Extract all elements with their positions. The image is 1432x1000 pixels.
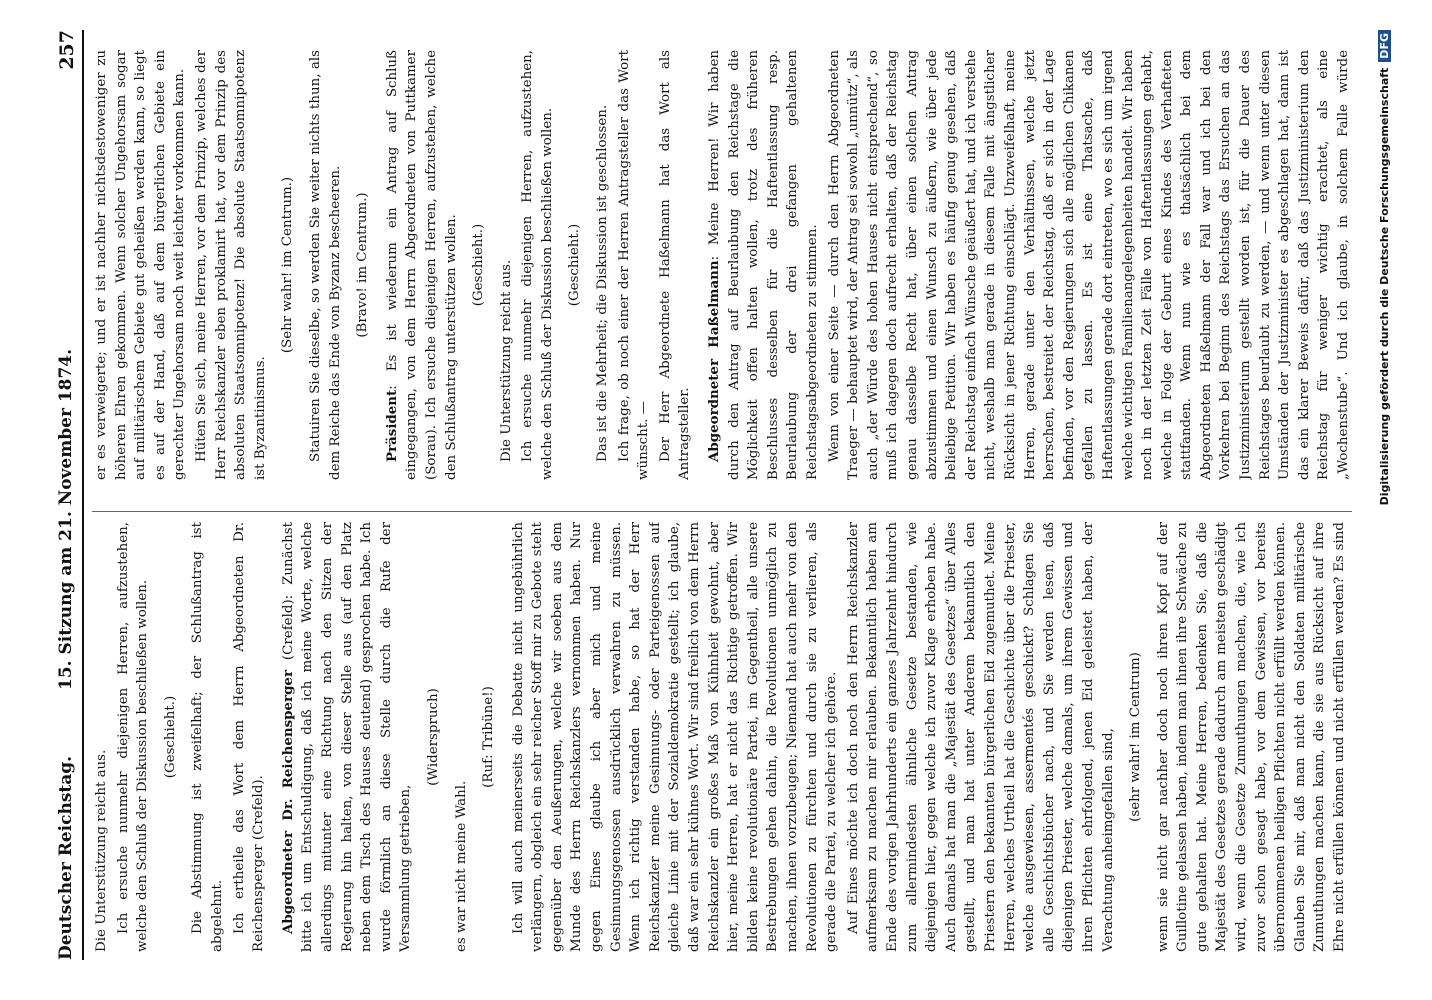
paragraph xyxy=(497,50,517,480)
paragraph xyxy=(825,50,1352,480)
paragraph-text: Die Abstimmung ist zweifelhaft; der Schlußantrag ist abgelehnt. xyxy=(190,522,225,952)
stage-direction xyxy=(278,50,298,480)
paragraph xyxy=(192,50,270,480)
paragraph xyxy=(452,522,472,952)
paragraph-text: : Es ist wiederum ein Antrag auf Schluß eingegangen, von dem Herrn Abgeordneten von Puttkamer (Sorau). Ich ersuche diejenigen Herren, aufzustehen, welche den Schlußantrag unterstützen wollen. xyxy=(384,50,459,480)
page-number: 257 xyxy=(56,30,78,70)
paragraph xyxy=(306,50,345,480)
paragraph-text: Das ist die Mehrheit; die Diskussion ist geschlossen. xyxy=(595,104,611,462)
paragraph-text: er es verweigerte; und er ist nachher nichtsdestoweniger zu höheren Ehren gekommen. Wenn solcher Ungehorsam sogar auf militärischem Gebiete gut geheißen werden kann, so liegt es auf der Hand, daß auf dem bürgerlichen Gebiete ein gerechter Ungehorsam noch weit leichter vorkommen kann. xyxy=(94,50,188,480)
stage-direction xyxy=(353,50,373,480)
paragraph xyxy=(92,522,112,952)
speaker-name: Abgeordneter Haßelmann xyxy=(706,260,723,462)
paragraph xyxy=(615,50,654,480)
paragraph xyxy=(230,522,269,952)
paragraph-text: Die Unterstützung reicht aus. xyxy=(498,259,514,462)
paragraph-text: Ich frage, ob noch einer der Herren Antragsteller das Wort wünscht. — xyxy=(616,50,652,480)
stage-direction xyxy=(469,50,489,480)
paragraph-text: (Geschieht.) xyxy=(471,223,487,307)
header-session: 15. Sitzung am 21. November 1874. xyxy=(56,348,76,690)
paragraph-text: (Geschieht.) xyxy=(567,223,583,307)
paragraph-text: Ich ersuche nunmehr diejenigen Herren, aufzustehen, welche den Schluß der Diskussion beschließen wollen. xyxy=(115,522,151,952)
paragraph xyxy=(593,50,613,480)
paragraph-text: Der Herr Abgeordnete Haßelmann hat das Wort als Antragsteller. xyxy=(657,50,693,480)
paragraph-text: (Crefeld): Zunächst bitte ich um Entschuldigung, daß ich meine Worte, welche allerdings mitunter eine Richtung nach den Sitzen der Regierung hin halten, von dieser Stelle aus (auf den Platz neben dem Tisch des Hauses deutend) gesprochen habe. Ich wurde förmlich an diese Stelle durch die Rufe der Versammlung getrieben, xyxy=(280,522,414,952)
paragraph xyxy=(705,50,823,480)
speaker-name: Abgeordneter Dr. Reichensperger xyxy=(279,669,296,934)
header-title: Deutscher Reichstag. xyxy=(56,755,76,960)
column-divider xyxy=(92,511,1352,512)
paragraph-text: Statuiren Sie dieselbe, so werden Sie weiter nichts thun, als dem Reiche das Ende von Byzanz bescheeren. xyxy=(307,50,343,480)
paragraph xyxy=(656,50,695,480)
paragraph xyxy=(114,522,153,952)
left-column xyxy=(92,522,1352,952)
page-footer xyxy=(1378,30,1398,960)
speaker-name: Präsident xyxy=(383,389,400,462)
paragraph-text: (Ruf: Tribüne!) xyxy=(481,686,497,788)
dfg-logo: DFG xyxy=(1378,30,1391,62)
paragraph xyxy=(279,522,416,952)
paragraph xyxy=(383,50,461,480)
paragraph-text: Wenn von einer Seite — durch den Herrn Abgeordneten Traeger — behauptet wird, der Antrag sei sowohl „unnütz“, als auch „der Würde des hohen Hauses nicht entsprechend“, so muß ich dagegen doch aufrecht erhalten, daß der Reichstag genau dasselbe Recht hat, über einen solchen Antrag abzustimmen und einen Wunsch zu äußern, wie über jede beliebige Petition. Wir haben es häufig genug gesehen, daß der Reichstag einfach Wünsche geäußert hat, und ich verstehe nicht, weshalb man gerade in diesem Falle mit ängstlicher Rücksicht in jener Richtung einschlägt. Unzweifelhaft, meine Herren, gerade unter den Verhältnissen, welche jetzt herrschen, bestreitet der Reichstag, daß er sich in der Lage befinden, vor den Regierungen sich alle möglichen Chikanen gefallen zu lassen. Es ist eine Thatsache, daß Haftentlassungen gerade dort eintreten, wo es sich um irgend welche wichtigen Familienangelegenheiten handelt. Wir haben noch in der letzten Zeit Fälle von Haftentlassungen gehabt, welche in Folge der Geburt eines Kindes des Verhafteten stattfanden. Wenn nun wie es thatsächlich bei dem Abgeordneten Haßelmann der Fall war und ich bei den Vorkehren bei Beginn des Reichstags das Ersuchen an das Justizministerium gestellt worden ist, für die Dauer des Reichstages beurlaubt zu werden, — und wenn unter diesen Umständen der Justizminister es abgeschlagen hat, dann ist das ein klarer Beweis dafür, daß das Justizministerium den Reichstag für weniger wichtig erachtet, als eine „Wochenstube“. Und ich glaube, in solchem Falle würde xyxy=(826,50,1352,480)
paragraph-text: (Sehr wahr! im Centrum.) xyxy=(280,176,296,354)
paragraph xyxy=(1154,522,1352,952)
page-header xyxy=(52,30,84,960)
paragraph xyxy=(92,50,190,480)
paragraph-text: (sehr wahr! im Centrum) xyxy=(1128,652,1144,822)
paragraph xyxy=(844,522,1118,952)
right-column xyxy=(92,50,1352,480)
paragraph-text: : Meine Herren! Wir haben durch den Antrag auf Beurlaubung den Reichstage die Möglichkeit offen halten wollen, trotz des früheren Beschlusses desselben für die Haftentlassung resp. Beurlaubung der drei gefangen gehaltenen Reichstagsabgeordneten zu stimmen. xyxy=(707,50,820,480)
paragraph xyxy=(188,522,227,952)
paragraph-text: (Bravo! im Centrum.) xyxy=(355,192,371,338)
paragraph xyxy=(518,50,557,480)
paragraph-text: (Widerspruch) xyxy=(425,688,441,786)
paragraph-text: es war nicht meine Wahl. xyxy=(453,780,469,952)
paragraph-text: Auf Eines möchte ich doch noch den Herrn Reichskanzler aufmerksam zu machen mir erlauben. Bekanntlich haben am Ende des vorigen Jahrhunderts ein ganzes Jahrzehnt hindurch zum allermindesten ähnliche Gesetze bestanden, wie diejenigen hier, gegen welche ich zuvor Klage erhoben habe. Auch damals hat man die „Majestät des Gesetzes“ über Alles gestellt, und man hat unter Anderem bekanntlich den Priestern den bekannten bürgerlichen Eid zugemuthet. Meine Herren, welches Urtheil hat die Geschichte über die Priester, welche ausgewiesen, assermentés geschickt? Schlagen Sie alle Geschichtsbücher nach, und Sie werden lesen, daß diejenigen Priester, welche damals, um ihrem Gewissen und ihren Pflichten ehrfolgend, jenen Eid geleistet haben, der Verachtung anheimgefallen sind, xyxy=(845,522,1116,952)
paragraph-text: Die Unterstützung reicht aus. xyxy=(94,749,109,952)
stage-direction xyxy=(1126,522,1146,952)
paragraph-text: (Geschieht.) xyxy=(162,695,178,779)
paragraph-text: Ich ertheile das Wort dem Herrn Abgeordneten Dr. Reichensperger (Crefeld). xyxy=(231,522,267,952)
stage-direction xyxy=(424,522,444,952)
stage-direction xyxy=(161,522,181,952)
stage-direction xyxy=(565,50,585,480)
paragraph xyxy=(509,522,842,952)
paragraph-text: Hüten Sie sich, meine Herren, vor dem Prinzip, welches der Herr Reichskanzler eben proklamirt hat, vor dem Prinzip des absoluten Staatsomnipotenz! Die absolute Staatsomnipotenz ist Byzantinismus. xyxy=(193,50,268,480)
footer-text: Digitalisierung gefördert durch die Deutsche Forschungsgemeinschaft xyxy=(1378,67,1391,506)
paragraph-text: Ich will auch meinerseits die Debatte nicht ungebührlich verlängern, obgleich ein sehr reicher Stoff mir zu Gebote steht gegenüber den Aeußerungen, welche wir soeben aus dem Munde des Herrn Reichskanzlers vernommen haben. Nur gegen Eines glaube ich aber mich und meine Gesinnungsgenossen ausdrücklich verwahren zu müssen. Wenn ich richtig verstanden habe, so hat der Herr Reichskanzler meine Gesinnungs- oder Parteigenossen auf gleiche Linie mit der Sozialdemokratie gestellt; ich glaube, daß war ein sehr kühnes Wort. Wir sind freilich von dem Herrn Reichskanzler ein großes Maß von Kühnheit gewohnt, aber hier, meine Herren, hat er nicht das Richtige getroffen. Wir bilden keine revolutionäre Partei, im Gegentheil, alle unsere Bestrebungen gehen dahin, die Revolutionen unmöglich zu machen, ihnen vorzubeugen; Niemand hat auch mehr von den Revolutionen zu fürchten und durch sie zu verlieren, als gerade die Partei, zu welcher ich gehöre. xyxy=(510,522,840,952)
paragraph-text: wenn sie nicht gar nachher doch noch ihren Kopf auf der Guillotine gelassen haben, indem man ihnen ihre Schwäche zu gute gehalten hat. Meine Herren, bedenken Sie, daß die Majestät des Gesetzes gerade dadurch am meisten geschädigt wird, wenn die Gesetze Zumuthungen machen, die, wie ich zuvor schon gesagt habe, vor dem Gewissen, vor bereits übernommenen heiligen Pflichten nicht erfüllt werden können. Glauben Sie mir, daß man nicht den Soldaten militärische Zumuthungen machen kann, die sie aus Rücksicht auf ihre Ehre nicht erfüllen können und nicht erfüllen werden? Es sind xyxy=(1155,522,1348,952)
paragraph-text: Ich ersuche nunmehr diejenigen Herren, aufzustehen, welche den Schluß der Diskussion beschließen wollen. xyxy=(520,50,555,480)
stage-direction xyxy=(479,522,499,952)
